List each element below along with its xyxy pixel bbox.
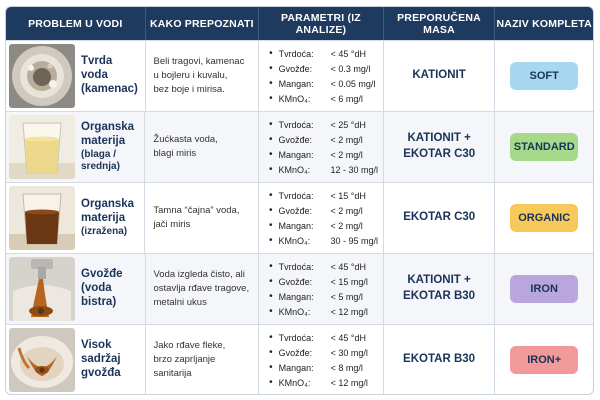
param-key: • Mangan: (278, 78, 314, 89)
kit-cell (495, 254, 593, 324)
scale-kettle-icon (9, 44, 75, 108)
param-key: • Mangan: (278, 149, 314, 160)
param-item (269, 91, 377, 106)
table-row (6, 182, 593, 253)
param-item (269, 46, 377, 61)
param-key: • Gvožđe: (278, 205, 312, 216)
table-row (6, 253, 593, 324)
table-row (6, 324, 593, 395)
masa-cell (384, 254, 496, 324)
kako-cell (145, 112, 259, 182)
yellow-water-glass-icon (9, 115, 75, 179)
kako-line: sanitarija (153, 367, 192, 379)
param-item (269, 304, 377, 319)
kako-cell (145, 183, 259, 253)
param-value: < 15 mg/l (330, 276, 368, 287)
kako-line: blagi miris (153, 148, 197, 159)
param-value: < 8 mg/l (330, 362, 363, 373)
table-row (6, 111, 593, 182)
problem-subtitle: (voda bistra) (81, 282, 117, 308)
param-item (269, 360, 377, 375)
masa-line: EKOTAR C30 (403, 211, 476, 224)
param-key: • Gvožđe: (278, 276, 313, 287)
kit-badge: IRON (510, 275, 578, 303)
param-item (269, 162, 377, 177)
kit-cell (495, 41, 593, 111)
params-cell (259, 325, 384, 395)
masa-cell (384, 325, 496, 395)
param-value: < 2 mg/l (330, 134, 363, 145)
kit-badge: IRON+ (510, 346, 578, 374)
problem-title: Gvožđe (81, 268, 123, 281)
problem-title: Visok sadržaj (81, 339, 121, 366)
problem-name (75, 339, 142, 380)
kit-badge: STANDARD (510, 133, 578, 161)
param-key: • Gvožđe: (278, 63, 313, 74)
kako-cell (146, 41, 260, 111)
param-key: • Gvožđe: (278, 134, 312, 145)
param-item (269, 203, 377, 218)
param-item (269, 289, 377, 304)
problem-title-2: gvožđa (81, 366, 121, 379)
param-value: < 12 mg/l (330, 377, 368, 388)
param-value: < 45 °dH (330, 261, 367, 272)
problem-subtitle: (blaga / srednja) (81, 148, 120, 172)
param-key: • Tvrdoća: (278, 190, 314, 201)
rusty-sink-icon (9, 257, 75, 321)
param-key: • Mangan: (278, 291, 314, 302)
param-key: • Mangan: (278, 220, 314, 231)
masa-line: EKOTAR C30 (403, 148, 476, 160)
problem-name (75, 121, 141, 173)
header-naziv: NAZIV KOMPLETA (496, 17, 592, 30)
kako-cell (146, 325, 260, 395)
kit-cell (495, 183, 593, 253)
param-item (269, 132, 377, 147)
param-item (269, 375, 377, 390)
param-key: • KMnO₄: (278, 235, 311, 246)
param-item (269, 117, 377, 132)
param-item (269, 188, 377, 203)
param-value: < 0.3 mg/l (330, 63, 371, 74)
param-item (269, 76, 377, 91)
masa-cell (384, 112, 496, 182)
param-value: < 6 mg/l (330, 93, 363, 104)
param-key: • Tvrdoća: (278, 48, 314, 59)
problem-cell (6, 112, 145, 182)
kako-line: brzo zaprljanje (153, 354, 216, 366)
param-value: < 0.05 mg/l (330, 78, 376, 89)
problem-title: Organska (81, 198, 135, 211)
params-cell (259, 41, 384, 111)
params-cell (259, 112, 384, 182)
param-value: 30 - 95 mg/l (330, 235, 378, 246)
param-item (269, 147, 377, 162)
kako-line: ostavlja rđave tragove, (153, 283, 250, 295)
problem-title-2: materija (81, 135, 126, 147)
param-item (269, 259, 377, 274)
param-key: • KMnO₄: (278, 164, 311, 175)
problem-subtitle: (izražena) (81, 225, 128, 237)
param-value: 12 - 30 mg/l (330, 164, 378, 175)
masa-line: KATIONIT + (407, 274, 471, 287)
kit-badge: SOFT (510, 62, 578, 90)
param-item (269, 218, 377, 233)
problem-cell (6, 325, 146, 395)
param-key: • KMnO₄: (278, 93, 311, 104)
kako-line: u bojleru i kuvalu, (153, 70, 228, 82)
problem-title: Tvrda voda (81, 55, 113, 82)
param-value: < 25 °dH (330, 119, 366, 130)
problem-subtitle: (kamenac) (81, 82, 138, 95)
param-value: < 45 °dH (330, 332, 367, 343)
kit-cell (495, 112, 593, 182)
problem-title: Organska (81, 121, 135, 134)
kako-line: Voda izgleda čisto, ali (153, 269, 245, 281)
param-value: < 15 °dH (330, 190, 366, 201)
rusty-basin-icon (9, 328, 75, 392)
param-value: < 5 mg/l (330, 291, 363, 302)
problem-cell (6, 41, 146, 111)
kako-line: Tamna “čajna” voda, (153, 205, 240, 217)
masa-line: EKOTAR B30 (403, 353, 476, 366)
param-item (269, 61, 377, 76)
table-row (6, 40, 593, 111)
params-cell (259, 183, 384, 253)
kako-line: bez boje i mirisa. (153, 83, 225, 95)
table-header (6, 7, 593, 40)
param-key: • Tvrdoća: (278, 119, 314, 130)
masa-cell (384, 41, 496, 111)
header-parametri: PARAMETRI (IZ ANALIZE) (259, 7, 384, 40)
kako-line: Žućkasta voda, (153, 134, 218, 146)
problem-name (75, 198, 134, 238)
kako-line: Beli tragovi, kamenac (153, 56, 245, 68)
problem-cell (6, 183, 145, 253)
water-problem-table (5, 6, 594, 395)
brown-water-glass-icon (9, 186, 75, 250)
param-value: < 2 mg/l (330, 220, 363, 231)
kako-line: Jako rđave fleke, (153, 340, 226, 352)
params-cell (259, 254, 384, 324)
param-value: < 12 mg/l (330, 306, 368, 317)
problem-title-2: materija (81, 212, 126, 224)
problem-cell (6, 254, 146, 324)
param-key: • KMnO₄: (278, 306, 311, 317)
kako-line: jači miris (153, 219, 191, 230)
param-item (269, 345, 377, 360)
param-key: • Mangan: (278, 362, 314, 373)
header-kako: KAKO PREPOZNATI (146, 7, 260, 40)
table-body (6, 40, 593, 395)
param-value: < 45 °dH (330, 48, 367, 59)
param-item (269, 274, 377, 289)
masa-line: EKOTAR B30 (403, 290, 476, 302)
masa-line: KATIONIT (412, 69, 466, 82)
param-key: • Tvrdoća: (278, 332, 314, 343)
param-key: • Tvrdoća: (278, 261, 314, 272)
problem-name (75, 268, 142, 309)
problem-name (75, 55, 142, 96)
param-item (269, 233, 377, 248)
param-value: < 30 mg/l (330, 347, 368, 358)
kit-cell (495, 325, 593, 395)
masa-cell (384, 183, 496, 253)
kit-badge: ORGANIC (510, 204, 578, 232)
param-value: < 2 mg/l (330, 205, 363, 216)
header-problem: PROBLEM U VODI (6, 7, 146, 40)
param-key: • KMnO₄: (278, 377, 311, 388)
param-value: < 2 mg/l (330, 149, 363, 160)
param-item (269, 330, 377, 345)
kako-line: metalni ukus (153, 296, 207, 308)
header-masa: PREPORUČENA MASA (384, 7, 496, 40)
kako-cell (146, 254, 260, 324)
param-key: • Gvožđe: (278, 347, 313, 358)
masa-line: KATIONIT + (407, 132, 471, 145)
